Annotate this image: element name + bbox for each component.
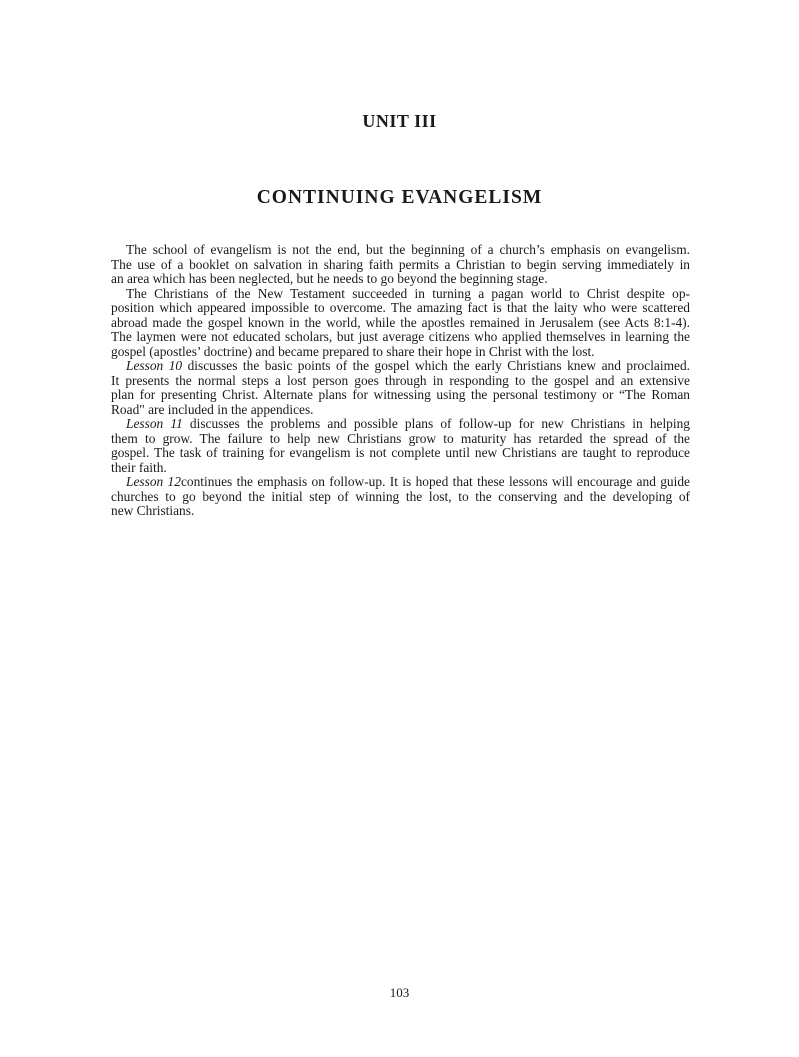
text-line [111,316,690,331]
paragraph [111,287,690,360]
paragraph [111,243,690,287]
line-text: gospel. The task of training for evangelism is not complete until new Christians are taught to reproduce [111,445,690,460]
lesson-reference: Lesson 12 [126,474,181,489]
line-text: position which appeared impossible to overcome. The amazing fact is that the laity who were scattered [111,300,690,315]
text-line [111,330,690,345]
line-text: continues the emphasis on follow-up. It is hoped that these lessons will encourage and guide [180,474,690,489]
line-text: The Christians of the New Testament succeeded in turning a pagan world to Christ despite op- [126,285,690,301]
text-line [111,446,690,461]
text-line [111,287,690,302]
text-line [111,417,690,432]
text-line [111,359,690,374]
body-text [111,243,690,519]
line-text: new Christians. [111,503,195,518]
text-line [111,374,690,389]
text-line [111,504,690,519]
text-line [111,345,690,360]
text-line [111,490,690,505]
text-line [111,432,690,447]
line-text: discusses the problems and possible plans of follow-up for new Christians in helping [182,416,690,431]
lesson-reference: Lesson 10 [126,358,183,373]
line-text: an area which has been neglected, but he needs to go beyond the beginning stage. [111,271,548,286]
paragraph [111,475,690,519]
text-line [111,258,690,273]
paragraph [111,359,690,417]
paragraph [111,417,690,475]
line-text: It presents the normal steps a lost person goes through in responding to the gospel and an extensive [111,372,690,388]
lesson-reference: Lesson 11 [126,416,183,431]
text-line [111,243,690,258]
page-number: 103 [389,985,410,1000]
line-text: The laymen were not educated scholars, but just average citizens who applied themselves in learning the [111,329,690,344]
line-text: their faith. [111,459,167,475]
line-text: churches to go beyond the initial step of winning the lost, to the conserving and the developing of [111,488,690,504]
unit-title: CONTINUING EVANGELISM [256,187,543,208]
line-text: The use of a booklet on salvation in sharing faith permits a Christian to begin serving immediately in [111,256,690,272]
text-line [111,403,690,418]
text-line [111,301,690,316]
text-line [111,388,690,403]
unit-heading: UNIT III [362,111,437,131]
text-line [111,475,690,490]
text-line [111,272,690,287]
line-text: Road" are included in the appendices. [111,401,314,417]
line-text: them to grow. The failure to help new Christians grow to maturity has retarded the spread of the [111,430,690,446]
line-text: plan for presenting Christ. Alternate plans for witnessing using the personal testimony or “The Roman [111,387,690,402]
text-line [111,461,690,476]
line-text: discusses the basic points of the gospel which the early Christians knew and proclaimed. [182,358,690,373]
line-text: abroad made the gospel known in the world, while the apostles remained in Jerusalem (see Acts 8:1-4). [111,314,690,330]
line-text: The school of evangelism is not the end, but the beginning of a church’s emphasis on evangelism. [126,242,690,257]
line-text: gospel (apostles’ doctrine) and became prepared to share their hope in Christ with the lost. [111,343,595,359]
